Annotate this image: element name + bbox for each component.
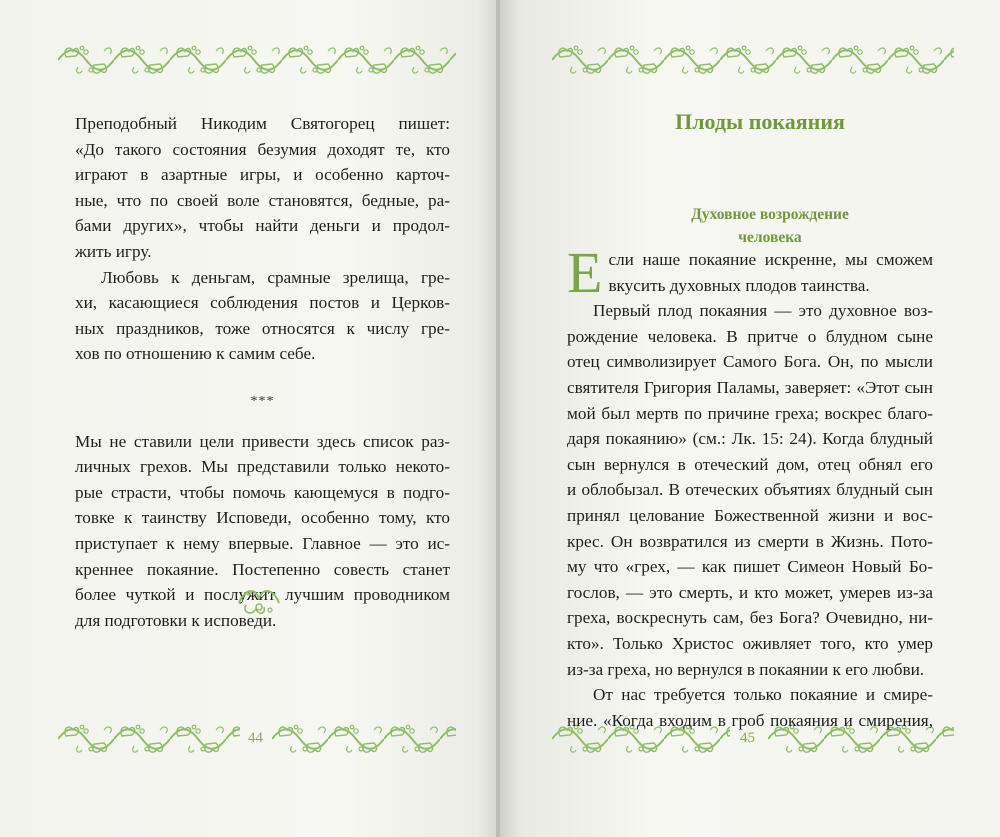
text-line: личных грехов. Мы представили только некото- — [75, 457, 450, 477]
text-line: принял целование Божественной жизни и вос- — [567, 505, 933, 525]
subtitle-line: Духовное возрождение — [691, 206, 849, 223]
chapter-title: Плоды покаяния — [675, 109, 845, 134]
text-line: сли наше покаяние искренне, мы сможем — [608, 250, 933, 269]
vine-border-icon — [552, 43, 954, 77]
bottom-ornament-left-a — [58, 722, 240, 756]
text-line: хов по отношению к самим себе. — [75, 344, 316, 364]
section-separator: *** — [250, 393, 275, 409]
section-subtitle — [620, 203, 920, 249]
left-text-block — [75, 111, 450, 633]
text-line: Мы не ставили цели привести здесь список раз- — [75, 431, 450, 451]
top-ornament-left — [58, 43, 456, 77]
vine-border-icon — [58, 722, 240, 756]
vine-border-icon — [272, 722, 456, 756]
page-number-right: 45 — [740, 730, 755, 746]
text-line: рые страсти, чтобы помочь кающемуся в подго- — [75, 482, 450, 502]
vine-border-icon — [58, 43, 456, 77]
text-line: Первый плод покаяния — это духовное воз- — [593, 301, 933, 321]
text-line: Преподобный Никодим Святогорец пишет: — [75, 114, 450, 133]
text-line: ные, что по своей воле становятся, бедные, ра- — [75, 190, 450, 210]
drop-cap: Е — [567, 240, 603, 305]
text-line: даря покаянию» (см.: Лк. 15: 24). Когда блудный — [567, 429, 933, 449]
page-number-left: 44 — [248, 730, 263, 746]
right-text-block — [567, 240, 933, 733]
text-line: кто». Только Христос оживляет того, кто умер — [567, 633, 933, 653]
text-line: вкусить духовных плодов таинства. — [608, 275, 870, 295]
text-line: мой был мертв по причине греха; воскрес благо- — [567, 403, 933, 423]
bottom-ornament-left-b — [272, 722, 456, 756]
text-line: более чуткой и послужит лучшим проводником — [75, 585, 450, 605]
text-line: товке к таинству Исповеди, особенно тому, кто — [75, 508, 450, 528]
top-ornament-right — [552, 43, 954, 77]
text-line: «До такого состояния безумия доходят те, кто — [75, 139, 450, 159]
text-line: ных праздников, тоже относятся к числу гре- — [75, 318, 450, 338]
text-line: креннее покаяние. Постепенно совесть станет — [75, 559, 450, 579]
text-line: сын вернулся в отеческий дом, отец обнял его — [567, 454, 933, 474]
text-line: рождение человека. В притче о блудном сыне — [567, 326, 933, 346]
text-line: жить игру. — [75, 241, 152, 261]
text-line: бами других», чтобы найти деньги и продол- — [75, 216, 450, 236]
text-line: и облобызал. В отеческих объятиях блудный сын — [567, 480, 933, 500]
text-line: святителя Григория Паламы, заверяет: «Этот сын — [567, 377, 933, 397]
text-line: му что «грех, — как пишет Симеон Новый Бо- — [567, 557, 933, 577]
text-line: гослов, — это смерть, и кто может, умерев из-за — [567, 582, 933, 602]
text-line: из-за греха, но вернулся в покаянии к его любви. — [567, 659, 925, 679]
subtitle-line: человека — [738, 229, 802, 246]
text-line: отец символизирует Самого Бога. Он, по мысли — [567, 352, 933, 372]
text-line: греха, воскреснуть сам, без Бога? Очевидно, ни- — [567, 608, 933, 628]
left-page — [0, 0, 498, 837]
text-line: крес. Он возвратился из смерти в Жизнь. Пото- — [567, 531, 933, 551]
text-line: играют в азартные игры, и особенно карточ- — [75, 165, 450, 185]
text-line: От нас требуется только покаяние и смире- — [593, 685, 933, 705]
leaf-vignette-icon — [234, 583, 284, 617]
text-line: для подготовки к исповеди. — [75, 610, 277, 630]
text-line: приступает к нему впервые. Главное — это ис- — [75, 533, 450, 553]
text-line: ние. «Когда входим в гроб покаяния и смирения, — [567, 710, 933, 730]
text-line: хи, касающиеся соблюдения постов и Церков- — [75, 293, 450, 313]
text-line: Любовь к деньгам, срамные зрелища, гре- — [101, 267, 450, 287]
